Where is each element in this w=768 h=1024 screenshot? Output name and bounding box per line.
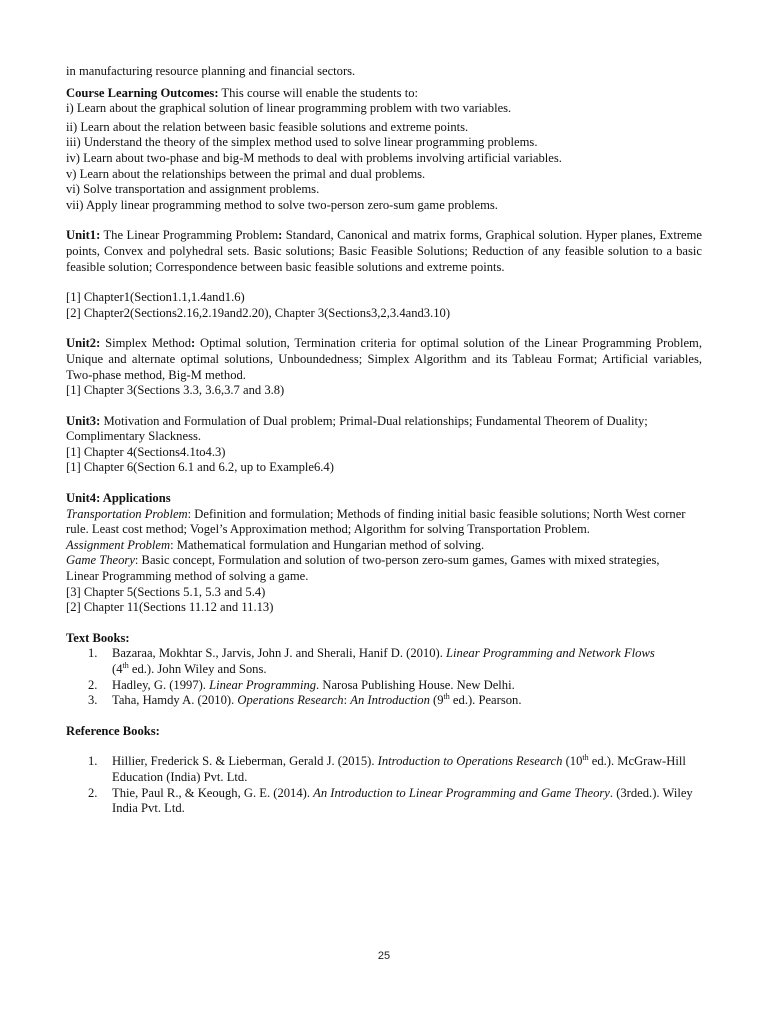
reference-books-section bbox=[66, 724, 702, 817]
unit1-reference: [1] Chapter1(Section1.1,1.4and1.6) bbox=[66, 290, 245, 305]
transportation-label: Transportation Problem bbox=[66, 506, 188, 521]
unit2-title: Simplex Method bbox=[100, 336, 192, 351]
unit2-reference: [1] Chapter 3(Sections 3.3, 3.6,3.7 and 3.8) bbox=[66, 383, 285, 398]
outcome-item: vi) Solve transportation and assignment problems. bbox=[66, 182, 320, 197]
text-book-item: 2. Hadley, G. (1997). Linear Programming. Narosa Publishing House. New Delhi. bbox=[88, 677, 515, 692]
document-page bbox=[66, 64, 702, 817]
unit1-body: Standard, Canonical and matrix forms, Graphical solution. Hyper planes, Extreme points, Convex and polyhedral sets. Basic solutions; Basic Feasible Solutions; Reduction of any feasible solution to a basic feasible solution; Correspondence between basic feasible solutions and extreme points. bbox=[66, 228, 702, 274]
game-theory-label: Game Theory bbox=[66, 553, 135, 568]
outcome-item: iv) Learn about two-phase and big-M methods to deal with problems involving artificial variables. bbox=[66, 150, 562, 165]
unit1-title: The Linear Programming Problem bbox=[100, 228, 279, 243]
text-books-heading: Text Books: bbox=[66, 630, 130, 645]
unit4-reference: [3] Chapter 5(Sections 5.1, 5.3 and 5.4) bbox=[66, 584, 266, 599]
unit3-heading: Unit3: bbox=[66, 413, 101, 428]
unit2-heading: Unit2: bbox=[66, 336, 101, 351]
outcome-item: iii) Understand the theory of the simplex method used to solve linear programming problems. bbox=[66, 135, 538, 150]
text-books-section bbox=[66, 631, 702, 709]
game-theory-body: : Basic concept, Formulation and solution of two-person zero-sum games, Games with mixed strategies, Linear Programming method of solving a game. bbox=[66, 553, 660, 584]
unit3-reference: [1] Chapter 4(Sections4.1to4.3) bbox=[66, 444, 226, 459]
unit3-body: Motivation and Formulation of Dual problem; Primal-Dual relationships; Fundamental Theorem of Duality; Complimentary Slackness. bbox=[66, 413, 648, 444]
book-title: Linear Programming and Network Flows bbox=[446, 646, 655, 661]
unit4-section bbox=[66, 491, 702, 616]
unit4-reference: [2] Chapter 11(Sections 11.12 and 11.13) bbox=[66, 600, 274, 615]
transportation-body: : Definition and formulation; Methods of finding initial basic feasible solutions; North West corner rule. Least cost method; Vogel’s Approximation method; Algorithm for solving Transportation Problem. bbox=[66, 506, 686, 537]
page-number: 25 bbox=[377, 950, 391, 962]
outcome-item: i) Learn about the graphical solution of linear programming problem with two variables. bbox=[66, 101, 512, 116]
reference-books-heading: Reference Books: bbox=[66, 723, 160, 738]
outcome-item: v) Learn about the relationships between the primal and dual problems. bbox=[66, 166, 426, 181]
outcomes-lead: This course will enable the students to: bbox=[218, 85, 418, 100]
assignment-label: Assignment Problem bbox=[66, 537, 171, 552]
unit1-section: Unit1: The Linear Programming Problem: Standard, Canonical and matrix forms, Graphical solution. Hyper planes, Extreme points, Convex and polyhedral sets. Basic solutions; Basic Feasible Solutions; Reduction of any feasible solution to a basic feasible solution; Correspondence between basic feasible solutions and extreme points. [1] Chapter1(Section1.1,1.4and1.6) [2] Chapter2(Sections2.16,2.19and2.20), Chapter 3(Sections3,2,3.4and3.10) bbox=[66, 228, 702, 320]
unit3-section bbox=[66, 414, 702, 476]
intro-line: in manufacturing resource planning and financial sectors. bbox=[66, 64, 356, 78]
unit1-reference: [2] Chapter2(Sections2.16,2.19and2.20), Chapter 3(Sections3,2,3.4and3.10) bbox=[66, 305, 451, 320]
unit3-reference: [1] Chapter 6(Section 6.1 and 6.2, up to Example6.4) bbox=[66, 460, 334, 475]
unit4-heading: Unit4: Applications bbox=[66, 491, 171, 506]
book-title: Introduction to Operations Research bbox=[377, 754, 563, 769]
unit2-section: Unit2: Simplex Method: Optimal solution, Termination criteria for optimal solution of the Linear Programming Problem, Unique and alternate optimal solutions, Unboundedness; Simplex Algorithm and its Tableau Format; Artificial variables, Two-phase method, Big-M method. [1] Chapter 3(Sections 3.3, 3.6,3.7 and 3.8) bbox=[66, 336, 702, 398]
text-book-item: 3. Taha, Hamdy A. (2010). Operations Research: An Introduction (9th ed.). Pearson. bbox=[88, 692, 522, 708]
outcome-item: vii) Apply linear programming method to solve two-person zero-sum game problems. bbox=[66, 197, 498, 212]
book-title: An Introduction to Linear Programming and Game Theory bbox=[313, 785, 610, 800]
outcome-item: ii) Learn about the relation between basic feasible solutions and extreme points. bbox=[66, 119, 469, 134]
book-title: Operations Research bbox=[237, 693, 344, 708]
assignment-body: : Mathematical formulation and Hungarian method of solving. bbox=[170, 537, 485, 552]
reference-book-item: 1. Hillier, Frederick S. & Lieberman, Gerald J. (2015). Introduction to Operations Research (10th ed.). McGraw-Hill Education (India) Pvt. Ltd. bbox=[88, 753, 686, 784]
text-book-item: 1. Bazaraa, Mokhtar S., Jarvis, John J. and Sherali, Hanif D. (2010). Linear Programming and Network Flows (4th ed.). John Wiley and Sons. bbox=[88, 646, 655, 676]
unit2-body: Optimal solution, Termination criteria for optimal solution of the Linear Programming Problem, Unique and alternate optimal solutions, Unboundedness; Simplex Algorithm and its Tableau Format; Artificial variables, Two-phase method, Big-M method. bbox=[66, 336, 702, 382]
unit1-heading: Unit1: bbox=[66, 228, 101, 243]
book-title: Linear Programming bbox=[209, 677, 317, 692]
learning-outcomes-section bbox=[66, 86, 702, 214]
outcomes-heading: Course Learning Outcomes: bbox=[66, 85, 219, 100]
reference-book-item: 2. Thie, Paul R., & Keough, G. E. (2014). An Introduction to Linear Programming and Game Theory. (3rded.). Wiley India Pvt. Ltd. bbox=[88, 785, 693, 816]
